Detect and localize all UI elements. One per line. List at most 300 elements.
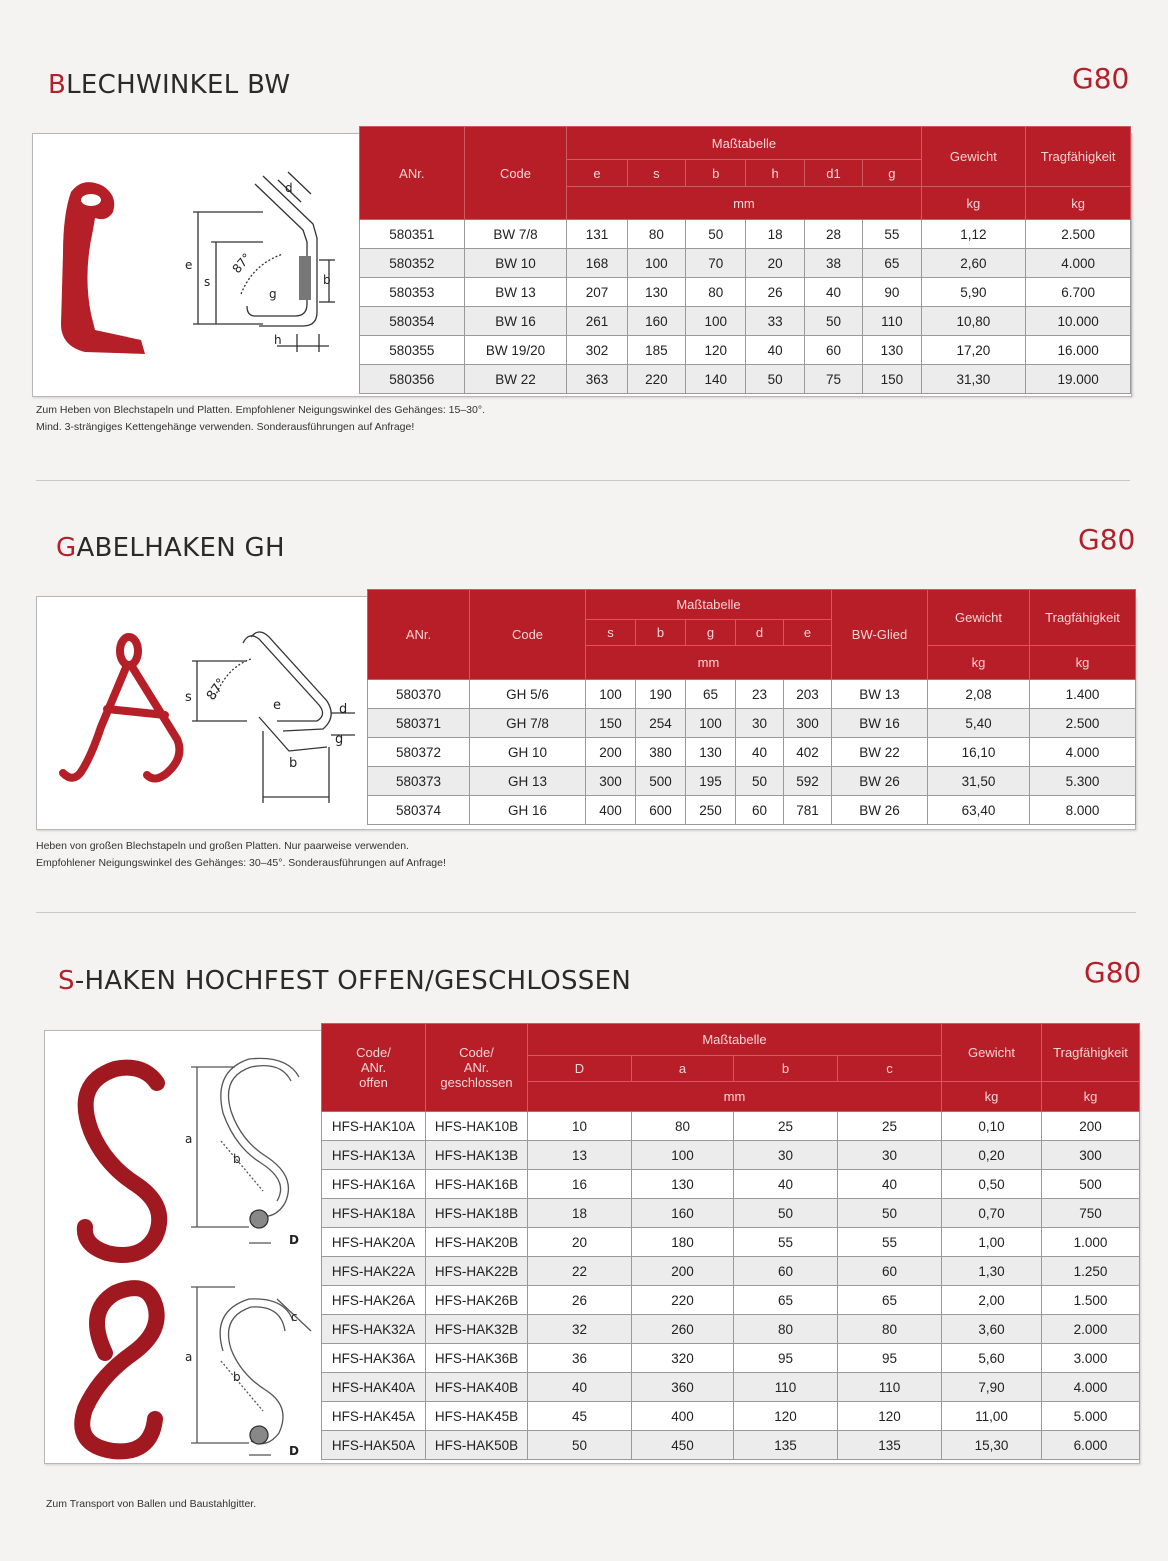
dim-header: s (627, 160, 685, 187)
drawing-label-e: e (273, 698, 281, 713)
table-cell: 600 (636, 796, 686, 825)
col-header-masstabelle: Maßtabelle (528, 1024, 942, 1056)
table-cell: 40 (838, 1170, 942, 1199)
table-cell: BW 10 (464, 249, 567, 278)
drawing-label-s: s (204, 275, 211, 289)
col-header-code: Code (470, 590, 586, 680)
table-cell: 17,20 (921, 336, 1026, 365)
drawing-label-h: h (274, 333, 282, 347)
table-cell: 580355 (360, 336, 465, 365)
gabelhaken-illustration (37, 597, 369, 829)
table-cell: 30 (734, 1141, 838, 1170)
table-cell: 150 (863, 365, 921, 394)
table-cell: 2,08 (928, 680, 1030, 709)
table-cell: HFS-HAK36A (322, 1344, 426, 1373)
table-cell: 80 (686, 278, 746, 307)
table-row (360, 336, 1131, 365)
table-cell: 100 (686, 307, 746, 336)
table-cell: 5.300 (1030, 767, 1136, 796)
table-cell: 60 (736, 796, 784, 825)
table-row (368, 767, 1136, 796)
table-cell: 5,90 (921, 278, 1026, 307)
table-cell: 3,60 (942, 1315, 1042, 1344)
table-cell: 60 (838, 1257, 942, 1286)
table-cell: 63,40 (928, 796, 1030, 825)
drawing-label-d: d (339, 702, 348, 717)
drawing-label-d: d (285, 181, 293, 195)
dim-header: e (784, 620, 832, 646)
col-header-gewicht: Gewicht (928, 590, 1030, 646)
table-cell: 50 (746, 365, 804, 394)
table-cell: 40 (528, 1373, 632, 1402)
table-cell: 300 (586, 767, 636, 796)
dim-header: c (838, 1056, 942, 1082)
table-cell: 45 (528, 1402, 632, 1431)
col-header-gewicht: Gewicht (921, 127, 1026, 187)
table-cell: 100 (586, 680, 636, 709)
table-cell: 135 (838, 1431, 942, 1460)
section-divider (36, 480, 1130, 481)
table-cell: 220 (627, 365, 685, 394)
unit-kg: kg (1030, 646, 1136, 680)
table-cell: 1.250 (1042, 1257, 1140, 1286)
table-cell: GH 10 (470, 738, 586, 767)
col-header-masstabelle: Maßtabelle (586, 590, 832, 620)
unit-kg: kg (942, 1082, 1042, 1112)
s-haken-notes (46, 1496, 256, 1513)
table-cell: 110 (734, 1373, 838, 1402)
unit-mm: mm (567, 187, 921, 220)
table-cell: 22 (528, 1257, 632, 1286)
table-cell: 260 (632, 1315, 734, 1344)
table-cell: 50 (734, 1199, 838, 1228)
table-cell: BW 19/20 (464, 336, 567, 365)
col-header-gewicht: Gewicht (942, 1024, 1042, 1082)
table-cell: BW 13 (832, 680, 928, 709)
table-cell: 254 (636, 709, 686, 738)
table-cell: HFS-HAK22A (322, 1257, 426, 1286)
table-cell: GH 7/8 (470, 709, 586, 738)
table-cell: 6.000 (1042, 1431, 1140, 1460)
table-cell: GH 16 (470, 796, 586, 825)
table-cell: 80 (632, 1112, 734, 1141)
table-cell: 16 (528, 1170, 632, 1199)
table-row (322, 1344, 1140, 1373)
table-cell: 160 (627, 307, 685, 336)
table-cell: 0,20 (942, 1141, 1042, 1170)
table-cell: 261 (567, 307, 627, 336)
unit-kg: kg (1042, 1082, 1140, 1112)
table-cell: 31,50 (928, 767, 1030, 796)
table-cell: 400 (632, 1402, 734, 1431)
table-row (322, 1228, 1140, 1257)
table-cell: 16.000 (1026, 336, 1131, 365)
table-cell: BW 22 (832, 738, 928, 767)
gabelhaken-technical-drawing (192, 632, 355, 803)
drawing-label-s: s (185, 690, 192, 705)
blechwinkel-technical-drawing (193, 172, 335, 352)
table-cell: 20 (746, 249, 804, 278)
table-cell: 2.500 (1030, 709, 1136, 738)
table-cell: 168 (567, 249, 627, 278)
table-cell: BW 26 (832, 767, 928, 796)
drawing-label-b: b (289, 756, 298, 771)
dim-header: d (736, 620, 784, 646)
table-cell: 360 (632, 1373, 734, 1402)
table-cell: HFS-HAK22B (426, 1257, 528, 1286)
table-cell: 4.000 (1026, 249, 1131, 278)
table-cell: 18 (746, 220, 804, 249)
blechwinkel-product-image (61, 182, 145, 354)
table-row (360, 220, 1131, 249)
section-title-s-haken: S-HAKEN HOCHFEST OFFEN/GESCHLOSSEN (58, 966, 632, 996)
table-cell: 580353 (360, 278, 465, 307)
dim-header: D (528, 1056, 632, 1082)
table-cell: 195 (686, 767, 736, 796)
unit-kg: kg (928, 646, 1030, 680)
table-cell: 80 (734, 1315, 838, 1344)
table-cell: 80 (627, 220, 685, 249)
table-cell: HFS-HAK40B (426, 1373, 528, 1402)
table-cell: HFS-HAK26A (322, 1286, 426, 1315)
table-cell: 130 (686, 738, 736, 767)
table-cell: 40 (734, 1170, 838, 1199)
gabelhaken-product-image (63, 637, 179, 779)
table-cell: 5,40 (928, 709, 1030, 738)
table-cell: 580354 (360, 307, 465, 336)
table-cell: 75 (804, 365, 862, 394)
drawing-label-c: c (291, 1310, 298, 1324)
table-cell: 50 (838, 1199, 942, 1228)
table-cell: 400 (586, 796, 636, 825)
table-cell: 16,10 (928, 738, 1030, 767)
table-cell: 402 (784, 738, 832, 767)
table-row (368, 680, 1136, 709)
table-cell: 190 (636, 680, 686, 709)
table-cell: HFS-HAK50A (322, 1431, 426, 1460)
table-cell: 3.000 (1042, 1344, 1140, 1373)
table-cell: 30 (736, 709, 784, 738)
dim-header: s (586, 620, 636, 646)
drawing-label-angle: 87° (229, 250, 254, 276)
table-cell: 592 (784, 767, 832, 796)
table-cell: 207 (567, 278, 627, 307)
table-cell: 380 (636, 738, 686, 767)
unit-mm: mm (528, 1082, 942, 1112)
unit-mm: mm (586, 646, 832, 680)
table-cell: 60 (804, 336, 862, 365)
table-cell: 1.400 (1030, 680, 1136, 709)
table-cell: 320 (632, 1344, 734, 1373)
col-header-bw-glied: BW-Glied (832, 590, 928, 680)
table-cell: 200 (586, 738, 636, 767)
table-cell: 100 (686, 709, 736, 738)
table-cell: HFS-HAK16A (322, 1170, 426, 1199)
table-cell: 95 (734, 1344, 838, 1373)
table-row (368, 738, 1136, 767)
dim-header: a (632, 1056, 734, 1082)
table-cell: 220 (632, 1286, 734, 1315)
table-cell: 65 (838, 1286, 942, 1315)
table-row (322, 1141, 1140, 1170)
table-cell: HFS-HAK20B (426, 1228, 528, 1257)
table-cell: 1.000 (1042, 1228, 1140, 1257)
table-cell: 580351 (360, 220, 465, 249)
table-cell: 8.000 (1030, 796, 1136, 825)
table-row (368, 796, 1136, 825)
section-divider (36, 912, 1136, 913)
table-cell: 50 (736, 767, 784, 796)
table-cell: HFS-HAK50B (426, 1431, 528, 1460)
table-cell: 500 (1042, 1170, 1140, 1199)
table-cell: 15,30 (942, 1431, 1042, 1460)
table-cell: 33 (746, 307, 804, 336)
section-title-blechwinkel: BLECHWINKEL BW (48, 70, 291, 100)
col-header-anr: ANr. (360, 127, 465, 220)
table-cell: BW 16 (464, 307, 567, 336)
table-cell: 300 (1042, 1141, 1140, 1170)
table-cell: 300 (784, 709, 832, 738)
table-cell: 11,00 (942, 1402, 1042, 1431)
table-cell: 50 (528, 1431, 632, 1460)
table-cell: 135 (734, 1431, 838, 1460)
table-row (322, 1373, 1140, 1402)
table-row (322, 1257, 1140, 1286)
dim-header: d1 (804, 160, 862, 187)
table-cell: 580372 (368, 738, 470, 767)
table-cell: 90 (863, 278, 921, 307)
drawing-label-a: a (185, 1350, 193, 1364)
table-cell: 7,90 (942, 1373, 1042, 1402)
table-cell: 0,70 (942, 1199, 1042, 1228)
table-cell: 180 (632, 1228, 734, 1257)
table-cell: HFS-HAK18A (322, 1199, 426, 1228)
table-cell: 38 (804, 249, 862, 278)
table-cell: 130 (863, 336, 921, 365)
table-cell: 781 (784, 796, 832, 825)
gabelhaken-panel (36, 596, 1136, 830)
table-row (322, 1170, 1140, 1199)
col-header-tragfaehigkeit: Tragfähigkeit (1030, 590, 1136, 646)
table-cell: 70 (686, 249, 746, 278)
drawing-label-b: b (233, 1152, 241, 1166)
dim-header: h (746, 160, 804, 187)
table-cell: 1.500 (1042, 1286, 1140, 1315)
table-cell: 5,60 (942, 1344, 1042, 1373)
table-cell: BW 13 (464, 278, 567, 307)
table-cell: 1,30 (942, 1257, 1042, 1286)
table-cell: 4.000 (1030, 738, 1136, 767)
table-cell: 13 (528, 1141, 632, 1170)
table-cell: HFS-HAK36B (426, 1344, 528, 1373)
table-cell: 55 (734, 1228, 838, 1257)
dim-header: g (863, 160, 921, 187)
s-haken-panel (44, 1030, 1140, 1464)
s-haken-illustration (45, 1031, 323, 1463)
table-cell: HFS-HAK10B (426, 1112, 528, 1141)
table-row (322, 1286, 1140, 1315)
col-header-code-offen: Code/ ANr. offen (322, 1024, 426, 1112)
table-cell: 4.000 (1042, 1373, 1140, 1402)
table-cell: 50 (686, 220, 746, 249)
table-cell: HFS-HAK16B (426, 1170, 528, 1199)
table-cell: BW 16 (832, 709, 928, 738)
dim-header: b (734, 1056, 838, 1082)
table-cell: 0,50 (942, 1170, 1042, 1199)
table-cell: 250 (686, 796, 736, 825)
table-cell: 95 (838, 1344, 942, 1373)
table-cell: BW 26 (832, 796, 928, 825)
table-cell: 185 (627, 336, 685, 365)
table-cell: 160 (632, 1199, 734, 1228)
note-line: Mind. 3-strängiges Kettengehänge verwenden. Sonderausführungen auf Anfrage! (36, 421, 415, 433)
drawing-label-b: b (233, 1370, 241, 1384)
table-cell: HFS-HAK32A (322, 1315, 426, 1344)
table-cell: 50 (804, 307, 862, 336)
table-cell: 2,60 (921, 249, 1026, 278)
table-cell: HFS-HAK13A (322, 1141, 426, 1170)
table-row (322, 1402, 1140, 1431)
dim-header: g (686, 620, 736, 646)
table-cell: 26 (746, 278, 804, 307)
table-cell: HFS-HAK26B (426, 1286, 528, 1315)
table-row (322, 1315, 1140, 1344)
table-cell: 31,30 (921, 365, 1026, 394)
table-row (360, 365, 1131, 394)
table-cell: 150 (586, 709, 636, 738)
table-cell: 580373 (368, 767, 470, 796)
table-cell: 55 (838, 1228, 942, 1257)
gabelhaken-notes (36, 838, 446, 872)
table-cell: 65 (863, 249, 921, 278)
grade-label: G80 (1084, 956, 1142, 989)
table-cell: 1,12 (921, 220, 1026, 249)
table-cell: 80 (838, 1315, 942, 1344)
s-haken-technical-drawing (191, 1058, 311, 1455)
table-cell: 2.500 (1026, 220, 1131, 249)
table-cell: 40 (746, 336, 804, 365)
table-cell: 23 (736, 680, 784, 709)
table-cell: HFS-HAK18B (426, 1199, 528, 1228)
table-cell: HFS-HAK40A (322, 1373, 426, 1402)
table-cell: 140 (686, 365, 746, 394)
table-cell: 500 (636, 767, 686, 796)
table-row (360, 278, 1131, 307)
table-cell: 20 (528, 1228, 632, 1257)
note-line: Empfohlener Neigungswinkel des Gehänges: 30–45°. Sonderausführungen auf Anfrage! (36, 857, 446, 869)
unit-kg: kg (1026, 187, 1131, 220)
col-header-code-geschlossen: Code/ ANr. geschlossen (426, 1024, 528, 1112)
table-cell: 110 (838, 1373, 942, 1402)
table-cell: 130 (632, 1170, 734, 1199)
table-cell: 40 (736, 738, 784, 767)
table-cell: 200 (632, 1257, 734, 1286)
table-row (322, 1112, 1140, 1141)
blechwinkel-notes (36, 402, 485, 436)
table-cell: HFS-HAK13B (426, 1141, 528, 1170)
col-header-tragfaehigkeit: Tragfähigkeit (1042, 1024, 1140, 1082)
table-cell: 18 (528, 1199, 632, 1228)
drawing-label-D: D (289, 1233, 299, 1247)
col-header-code: Code (464, 127, 567, 220)
col-header-anr: ANr. (368, 590, 470, 680)
table-cell: 450 (632, 1431, 734, 1460)
table-cell: 100 (627, 249, 685, 278)
grade-label: G80 (1072, 62, 1130, 95)
note-line: Zum Heben von Blechstapeln und Platten. Empfohlener Neigungswinkel des Gehänges: 15–30°. (36, 404, 485, 416)
drawing-label-angle: 87° (203, 675, 230, 704)
drawing-label-g: g (269, 287, 277, 301)
table-cell: 32 (528, 1315, 632, 1344)
table-cell: 65 (734, 1286, 838, 1315)
table-cell: 110 (863, 307, 921, 336)
table-cell: 120 (734, 1402, 838, 1431)
table-cell: 65 (686, 680, 736, 709)
table-cell: 750 (1042, 1199, 1140, 1228)
table-cell: 580356 (360, 365, 465, 394)
s-haken-product-image (82, 1068, 159, 1452)
table-cell: 130 (627, 278, 685, 307)
table-cell: BW 22 (464, 365, 567, 394)
table-cell: HFS-HAK10A (322, 1112, 426, 1141)
table-cell: 5.000 (1042, 1402, 1140, 1431)
table-cell: 200 (1042, 1112, 1140, 1141)
note-line: Heben von großen Blechstapeln und großen Platten. Nur paarweise verwenden. (36, 840, 409, 852)
table-cell: 100 (632, 1141, 734, 1170)
table-cell: 580370 (368, 680, 470, 709)
table-cell: 25 (734, 1112, 838, 1141)
s-haken-table (321, 1023, 1140, 1460)
gabelhaken-table (367, 589, 1136, 825)
table-cell: 36 (528, 1344, 632, 1373)
table-cell: 30 (838, 1141, 942, 1170)
table-cell: 2,00 (942, 1286, 1042, 1315)
table-cell: 10,80 (921, 307, 1026, 336)
dim-header: b (636, 620, 686, 646)
table-cell: HFS-HAK45A (322, 1402, 426, 1431)
unit-kg: kg (921, 187, 1026, 220)
table-cell: 302 (567, 336, 627, 365)
table-cell: 40 (804, 278, 862, 307)
table-row (368, 709, 1136, 738)
table-cell: 580374 (368, 796, 470, 825)
table-cell: 363 (567, 365, 627, 394)
note-line: Zum Transport von Ballen und Baustahlgitter. (46, 1498, 257, 1510)
blechwinkel-panel (32, 133, 1132, 397)
drawing-label-e: e (185, 258, 193, 272)
table-cell: GH 13 (470, 767, 586, 796)
drawing-label-g: g (335, 732, 344, 747)
table-row (360, 249, 1131, 278)
table-cell: 0,10 (942, 1112, 1042, 1141)
grade-label: G80 (1078, 523, 1136, 556)
table-cell: BW 7/8 (464, 220, 567, 249)
table-cell: HFS-HAK20A (322, 1228, 426, 1257)
table-row (322, 1199, 1140, 1228)
table-cell: 10.000 (1026, 307, 1131, 336)
table-cell: 203 (784, 680, 832, 709)
table-row (360, 307, 1131, 336)
table-cell: 60 (734, 1257, 838, 1286)
table-cell: 120 (686, 336, 746, 365)
drawing-label-a: a (185, 1132, 193, 1146)
table-cell: 2.000 (1042, 1315, 1140, 1344)
drawing-label-b: b (323, 273, 331, 287)
table-cell: 25 (838, 1112, 942, 1141)
section-title-gabelhaken: GABELHAKEN GH (56, 533, 285, 563)
table-cell: 131 (567, 220, 627, 249)
col-header-tragfaehigkeit: Tragfähigkeit (1026, 127, 1131, 187)
